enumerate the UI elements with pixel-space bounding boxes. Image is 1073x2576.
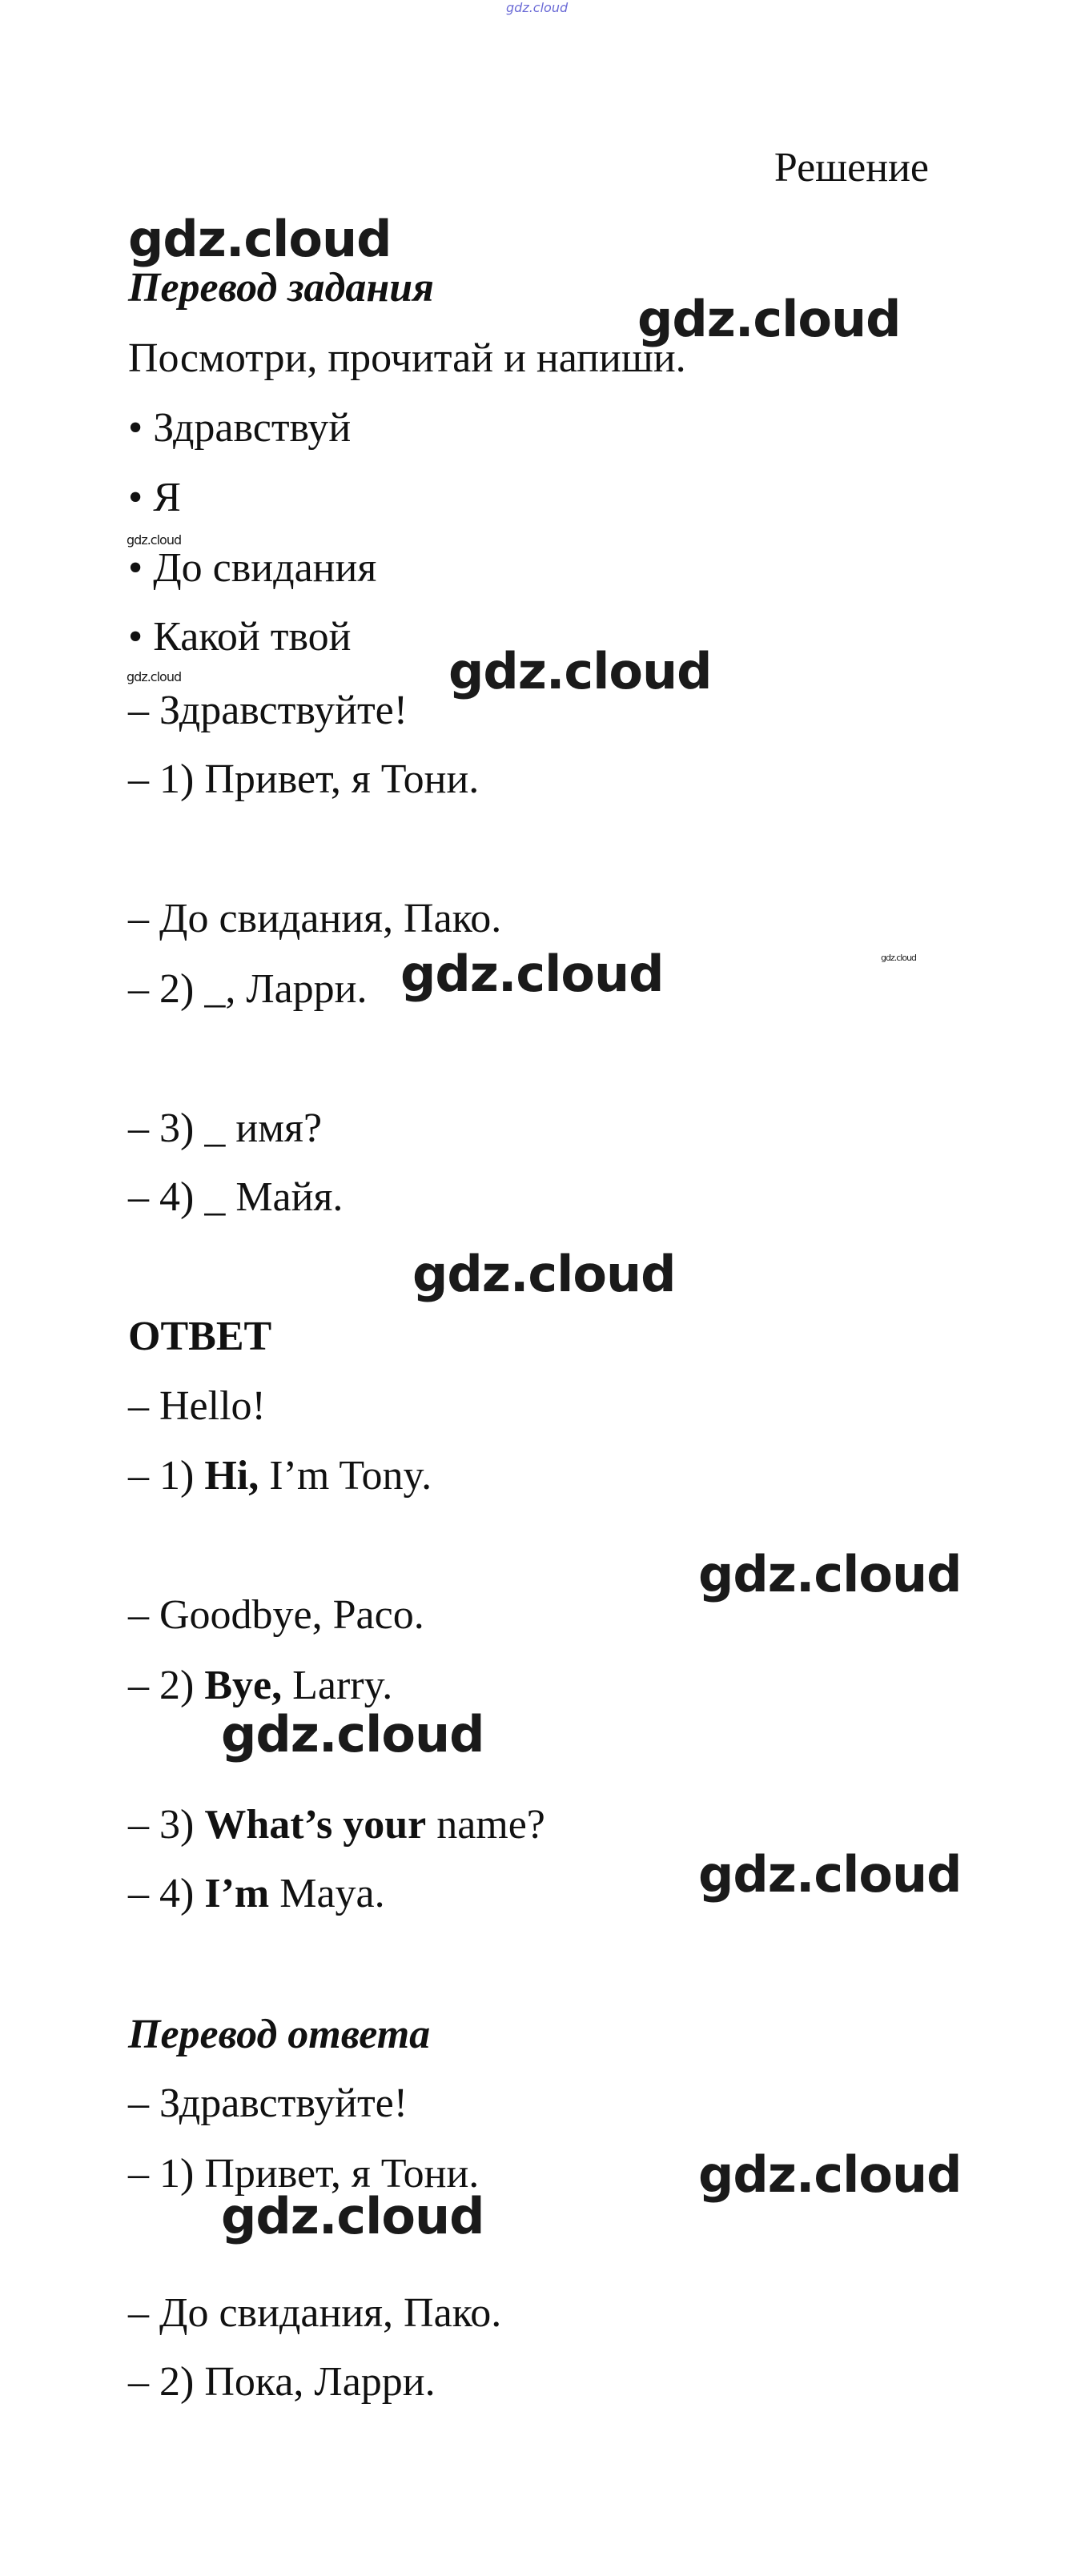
answer-text: name? bbox=[426, 1802, 545, 1848]
watermark: gdz.cloud bbox=[698, 1845, 962, 1904]
answer-fill: Bye, bbox=[204, 1663, 283, 1708]
answer-text: Maya. bbox=[269, 1871, 385, 1916]
task-line: – 2) _, Ларри. bbox=[128, 966, 368, 1012]
watermark: gdz.cloud bbox=[448, 642, 712, 700]
watermark: gdz.cloud bbox=[698, 2145, 962, 2204]
translation-heading: Перевод ответа bbox=[128, 2012, 431, 2057]
answer-text: I’m Tony. bbox=[259, 1453, 432, 1499]
answer-fill: Hi, bbox=[204, 1453, 259, 1499]
answer-text: – 3) bbox=[128, 1802, 205, 1848]
translation-line: – Здравствуйте! bbox=[128, 2080, 408, 2126]
task-heading: Перевод задания bbox=[128, 265, 434, 311]
watermark: gdz.cloud bbox=[127, 669, 182, 684]
bullet-item: • До свидания bbox=[128, 545, 377, 591]
watermark: gdz.cloud bbox=[400, 945, 664, 1003]
translation-line: – До свидания, Пако. bbox=[128, 2290, 502, 2336]
watermark: gdz.cloud bbox=[127, 532, 182, 548]
translation-line: – 2) Пока, Ларри. bbox=[128, 2359, 436, 2405]
watermark: gdz.cloud bbox=[637, 290, 901, 348]
watermark: gdz.cloud bbox=[698, 1545, 962, 1603]
answer-heading: ОТВЕТ bbox=[128, 1314, 272, 1359]
answer-line bbox=[128, 1870, 385, 1918]
answer-line bbox=[128, 1382, 266, 1430]
bullet-item: • Какой твой bbox=[128, 614, 352, 660]
answer-line bbox=[128, 1591, 424, 1639]
solution-title: Решение bbox=[774, 145, 929, 191]
answer-text: – 2) bbox=[128, 1663, 205, 1708]
watermark: gdz.cloud bbox=[412, 1245, 676, 1303]
watermark: gdz.cloud bbox=[221, 1705, 484, 1763]
watermark: gdz.cloud bbox=[881, 953, 917, 963]
task-line: – До свидания, Пако. bbox=[128, 896, 502, 941]
answer-text: Larry. bbox=[282, 1663, 393, 1708]
answer-line bbox=[128, 1452, 432, 1500]
bullet-item: • Здравствуй bbox=[128, 405, 352, 451]
answer-text: – 1) bbox=[128, 1453, 205, 1499]
task-line: – Здравствуйте! bbox=[128, 688, 408, 733]
translation-line: – 1) Привет, я Тони. bbox=[128, 2151, 480, 2197]
bullet-item: • Я bbox=[128, 475, 181, 520]
top-watermark: gdz.cloud bbox=[506, 0, 569, 15]
answer-text: – 4) bbox=[128, 1871, 205, 1916]
answer-fill: I’m bbox=[204, 1871, 270, 1916]
task-line: – 4) _ Майя. bbox=[128, 1174, 344, 1220]
answer-fill: What’s your bbox=[204, 1802, 427, 1848]
watermark: gdz.cloud bbox=[128, 210, 392, 268]
task-line: – 3) _ имя? bbox=[128, 1105, 323, 1151]
answer-text: – Hello! bbox=[128, 1383, 266, 1429]
answer-line bbox=[128, 1662, 392, 1710]
task-line: – 1) Привет, я Тони. bbox=[128, 756, 480, 802]
answer-text: – Goodbye, Paco. bbox=[128, 1592, 424, 1638]
task-instruction: Посмотри, прочитай и напиши. bbox=[128, 335, 686, 381]
answer-line bbox=[128, 1801, 545, 1849]
watermark: gdz.cloud bbox=[221, 2187, 484, 2245]
